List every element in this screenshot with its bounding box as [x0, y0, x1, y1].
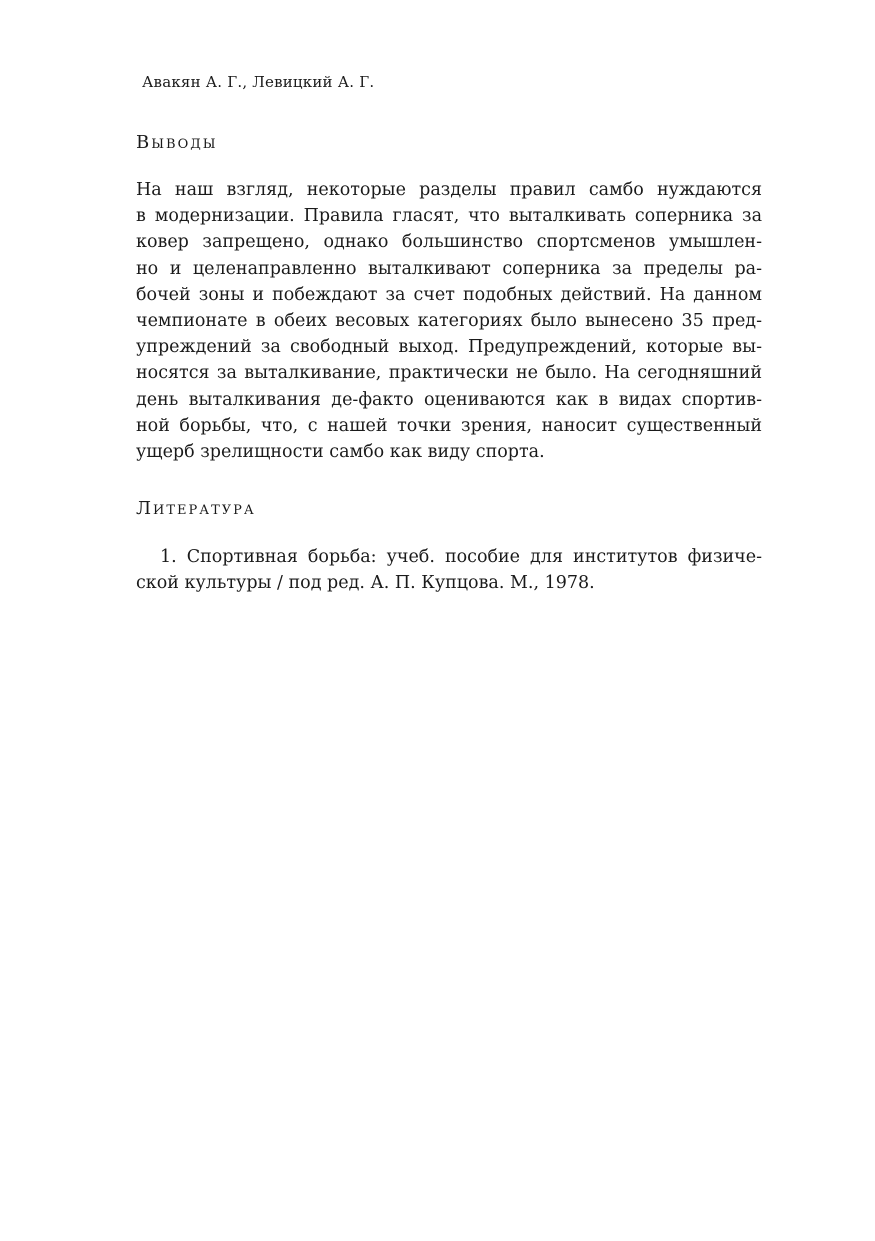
paragraph-line: чемпионате в обеих весовых категориях было вынесено 35 пред-	[136, 310, 762, 331]
reference-item-line: ской культуры / под ред. А. П. Купцова. М., 1978.	[136, 573, 595, 594]
paragraph-line: ковер запрещено, однако большинство спортсменов умышлен-	[136, 232, 762, 253]
paragraph-line: ной борьбы, что, с нашей точки зрения, наносит существенный	[136, 415, 762, 436]
reference-list	[136, 544, 762, 596]
paragraph-line: в модернизации. Правила гласят, что выталкивать соперника за	[136, 206, 762, 227]
paragraph-line: день выталкивания де-факто оцениваются как в видах спортив-	[136, 389, 762, 410]
paragraph-line: упреждений за свободный выход. Предупреждений, которые вы-	[136, 337, 762, 358]
paragraph-line: носятся за выталкивание, практически не было. На сегодняшний	[136, 363, 762, 384]
conclusions-paragraph	[136, 177, 762, 465]
section-title-conclusions: Выводы	[136, 132, 218, 153]
paragraph-line: но и целенаправленно выталкивают соперника за пределы ра-	[136, 258, 762, 279]
paragraph-line: На наш взгляд, некоторые разделы правил самбо нуждаются	[136, 180, 762, 200]
running-header-authors: Авакян А. Г., Левицкий А. Г.	[142, 73, 375, 91]
section-title-literature: Литература	[136, 498, 256, 519]
reference-item-line: 1. Спортивная борьба: учеб. пособие для институтов физиче-	[160, 547, 762, 567]
paragraph-line: бочей зоны и побеждают за счет подобных действий. На данном	[136, 284, 762, 305]
paragraph-line: ущерб зрелищности самбо как виду спорта.	[136, 441, 545, 462]
